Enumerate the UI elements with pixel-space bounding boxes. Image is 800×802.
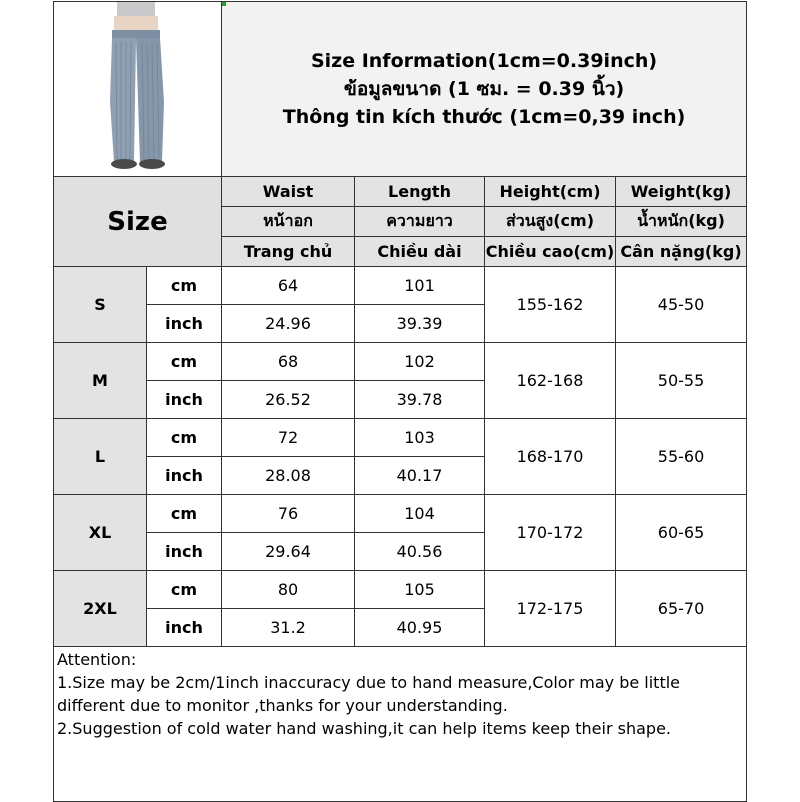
weight-range: 45-50 (616, 267, 747, 343)
weight-range: 50-55 (616, 343, 747, 419)
col-length-en: Length (355, 177, 485, 207)
col-waist-vi: Trang chủ (222, 237, 355, 267)
weight-range: 55-60 (616, 419, 747, 495)
col-height-en: Height(cm) (485, 177, 616, 207)
title-thai: ข้อมูลขนาด (1 ซม. = 0.39 นิ้ว) (343, 78, 625, 100)
unit-cm: cm (147, 267, 222, 305)
corner-accent (222, 2, 226, 6)
height-range: 155-162 (485, 267, 616, 343)
unit-cm: cm (147, 571, 222, 609)
title-english: Size Information(1cm=0.39inch) (310, 50, 658, 72)
unit-inch: inch (147, 381, 222, 419)
size-label: XL (54, 495, 147, 571)
size-chart (53, 1, 746, 799)
col-height-vi: Chiều cao(cm) (485, 237, 616, 267)
waist-inch: 29.64 (222, 533, 355, 571)
col-length-th: ความยาว (355, 207, 485, 237)
length-inch: 39.39 (355, 305, 485, 343)
table-row (54, 571, 747, 609)
col-weight-en: Weight(kg) (616, 177, 747, 207)
length-inch: 39.78 (355, 381, 485, 419)
model-jeans-image (54, 2, 222, 172)
notes-heading: Attention: (57, 650, 137, 669)
unit-inch: inch (147, 609, 222, 647)
height-range: 162-168 (485, 343, 616, 419)
height-range: 168-170 (485, 419, 616, 495)
length-inch: 40.17 (355, 457, 485, 495)
notes-line-1: 1.Size may be 2cm/1inch inaccuracy due to hand measure,Color may be little different due to monitor ,thanks for your understanding. (57, 673, 681, 715)
length-cm: 103 (355, 419, 485, 457)
size-label: M (54, 343, 147, 419)
length-cm: 102 (355, 343, 485, 381)
unit-cm: cm (147, 343, 222, 381)
table-row (54, 419, 747, 457)
col-length-vi: Chiều dài (355, 237, 485, 267)
table-row (54, 495, 747, 533)
unit-cm: cm (147, 419, 222, 457)
attention-notes (54, 647, 747, 802)
length-inch: 40.56 (355, 533, 485, 571)
length-cm: 104 (355, 495, 485, 533)
notes-line-2: 2.Suggestion of cold water hand washing,it can help items keep their shape. (57, 719, 671, 738)
size-label: L (54, 419, 147, 495)
waist-cm: 80 (222, 571, 355, 609)
waist-inch: 26.52 (222, 381, 355, 419)
length-cm: 105 (355, 571, 485, 609)
col-weight-vi: Cân nặng(kg) (616, 237, 747, 267)
unit-inch: inch (147, 533, 222, 571)
col-waist-en: Waist (222, 177, 355, 207)
size-info-title (222, 2, 747, 177)
unit-inch: inch (147, 457, 222, 495)
size-label: 2XL (54, 571, 147, 647)
waist-inch: 28.08 (222, 457, 355, 495)
unit-cm: cm (147, 495, 222, 533)
title-vietnamese: Thông tin kích thước (1cm=0,39 inch) (282, 106, 686, 128)
weight-range: 65-70 (616, 571, 747, 647)
waist-inch: 31.2 (222, 609, 355, 647)
table-row (54, 267, 747, 305)
waist-cm: 72 (222, 419, 355, 457)
col-height-th: ส่วนสูง(cm) (485, 207, 616, 237)
table-row (54, 343, 747, 381)
waist-cm: 64 (222, 267, 355, 305)
unit-inch: inch (147, 305, 222, 343)
size-table (53, 1, 747, 802)
col-waist-th: หน้าอก (222, 207, 355, 237)
height-range: 170-172 (485, 495, 616, 571)
size-label: S (54, 267, 147, 343)
height-range: 172-175 (485, 571, 616, 647)
waist-inch: 24.96 (222, 305, 355, 343)
waist-cm: 68 (222, 343, 355, 381)
col-weight-th: น้ำหนัก(kg) (616, 207, 747, 237)
product-photo (54, 2, 222, 177)
length-cm: 101 (355, 267, 485, 305)
weight-range: 60-65 (616, 495, 747, 571)
length-inch: 40.95 (355, 609, 485, 647)
size-header: Size (54, 177, 222, 267)
waist-cm: 76 (222, 495, 355, 533)
